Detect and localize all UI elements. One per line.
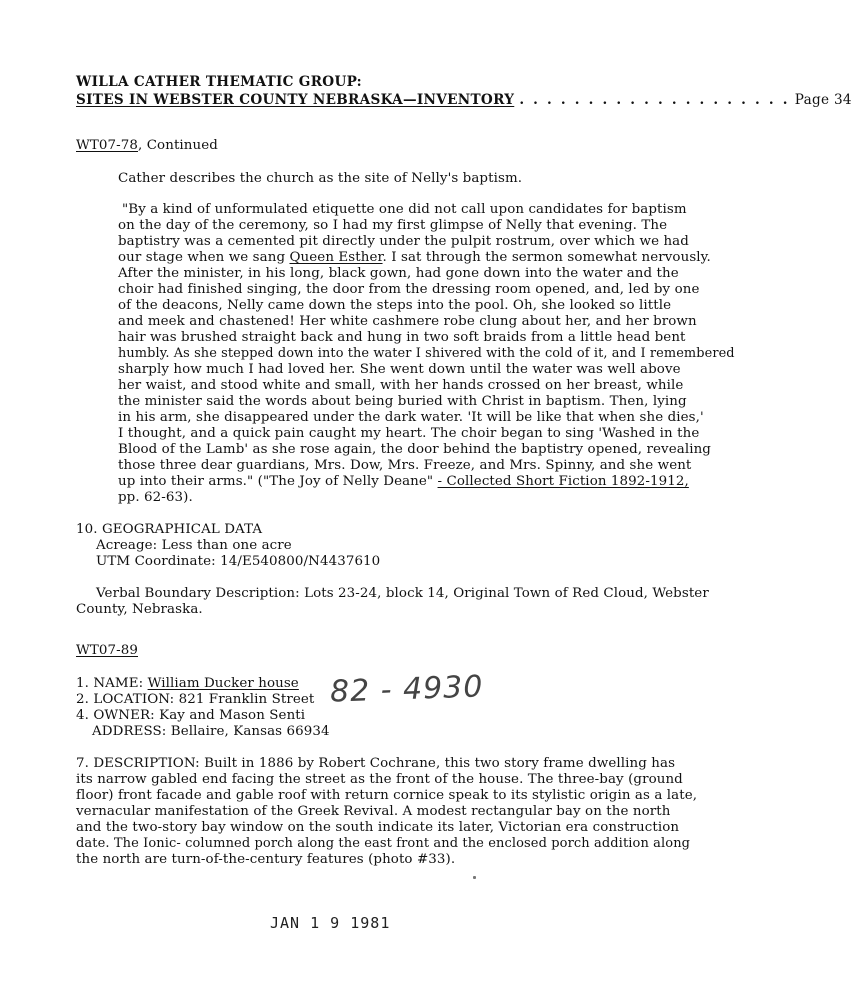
scan-speck — [473, 876, 476, 879]
section-id: WT07-78 — [76, 138, 138, 153]
intro-text: Cather describes the church as the site of Nelly's baptism. — [118, 171, 523, 186]
name-value: William Ducker house — [147, 676, 299, 691]
quote-line: Blood of the Lamb' as she rose again, the door behind the baptistry opened, revealing — [118, 442, 711, 457]
name-field — [76, 676, 299, 692]
quote-line: choir had finished singing, the door from the dressing room opened, and, led by one — [118, 282, 700, 297]
quote-line: hair was brushed straight back and hung in two soft braids from a little head bent — [118, 330, 686, 345]
quote-line: those three dear guardians, Mrs. Dow, Mrs. Freeze, and Mrs. Spinny, and she went — [118, 458, 692, 473]
quote-text: our stage when we sang — [118, 250, 290, 265]
handwritten-note: 82 - 4930 — [329, 669, 484, 710]
owner-field: 4. OWNER: Kay and Mason Senti — [76, 708, 306, 723]
utm-coordinate: UTM Coordinate: 14/E540800/N4437610 — [96, 554, 381, 569]
source-citation: - Collected Short Fiction 1892-1912, — [437, 474, 689, 489]
description-line: and the two-story bay window on the south indicate its later, Victorian era construction — [76, 820, 680, 835]
description-line: 7. DESCRIPTION: Built in 1886 by Robert Cochrane, this two story frame dwelling has — [76, 756, 676, 771]
description-line: vernacular manifestation of the Greek Revival. A modest rectangular bay on the north — [76, 804, 671, 819]
continued-label: , Continued — [138, 138, 218, 153]
acreage-text: Acreage: Less than one acre — [96, 538, 292, 553]
boundary-description: Verbal Boundary Description: Lots 23-24, block 14, Original Town of Red Cloud, Webster — [96, 586, 709, 601]
quote-line: baptistry was a cemented pit directly under the pulpit rostrum, over which we had — [118, 234, 689, 249]
quote-text: . I sat through the sermon somewhat nervously. — [382, 250, 711, 265]
group-heading: WILLA CATHER THEMATIC GROUP: — [76, 74, 362, 90]
section-heading-wt07-78 — [76, 138, 218, 154]
description-line: date. The Ionic- columned porch along the east front and the enclosed porch addition along — [76, 836, 691, 851]
quote-line: humbly. As she stepped down into the water I shivered with the cold of it, and I remembered — [118, 346, 735, 361]
dot-leader: . . . . . . . . . . . . . . . . . . . . — [519, 92, 790, 108]
quote-line: pp. 62-63). — [118, 490, 193, 505]
page-number: Page 34 — [794, 92, 852, 108]
quote-text: up into their arms." ("The Joy of Nelly Deane" — [118, 474, 438, 489]
queen-esther-title: Queen Esther — [289, 250, 383, 265]
description-line: floor) front facade and gable roof with return cornice speak to its stylistic origin as a late, — [76, 788, 698, 803]
quote-line: her waist, and stood white and small, with her hands crossed on her breast, while — [118, 378, 684, 393]
address-field: ADDRESS: Bellaire, Kansas 66934 — [92, 724, 330, 739]
quote-line: "By a kind of unformulated etiquette one did not call upon candidates for baptism — [122, 202, 687, 217]
name-label: 1. NAME: — [76, 676, 148, 691]
quote-line — [118, 250, 711, 266]
quote-line: on the day of the ceremony, so I had my first glimpse of Nelly that evening. The — [118, 218, 668, 233]
quote-line: I thought, and a quick pain caught my heart. The choir began to sing 'Washed in the — [118, 426, 700, 441]
quote-line: of the deacons, Nelly came down the steps into the pool. Oh, she looked so little — [118, 298, 672, 313]
quote-line: in his arm, she disappeared under the dark water. 'It will be like that when she dies,' — [118, 410, 704, 425]
boundary-description: County, Nebraska. — [76, 602, 203, 617]
quote-line: the minister said the words about being buried with Christ in baptism. Then, lying — [118, 394, 687, 409]
inventory-heading — [76, 92, 852, 108]
quote-line: After the minister, in his long, black gown, had gone down into the water and the — [118, 266, 679, 281]
geo-heading: 10. GEOGRAPHICAL DATA — [76, 522, 263, 537]
inventory-title: SITES IN WEBSTER COUNTY NEBRASKA—INVENTORY — [76, 92, 515, 108]
quote-line: sharply how much I had loved her. She went down until the water was well above — [118, 362, 681, 377]
description-line: its narrow gabled end facing the street as the front of the house. The three-bay (ground — [76, 772, 683, 787]
location-field: 2. LOCATION: 821 Franklin Street — [76, 692, 315, 707]
quote-line: and meek and chastened! Her white cashmere robe clung about her, and her brown — [118, 314, 697, 329]
section-id: WT07-89 — [76, 643, 138, 658]
description-line: the north are turn-of-the-century features (photo #33). — [76, 852, 456, 867]
date-stamp: JAN 1 9 1981 — [270, 914, 391, 932]
quote-line — [118, 474, 689, 490]
